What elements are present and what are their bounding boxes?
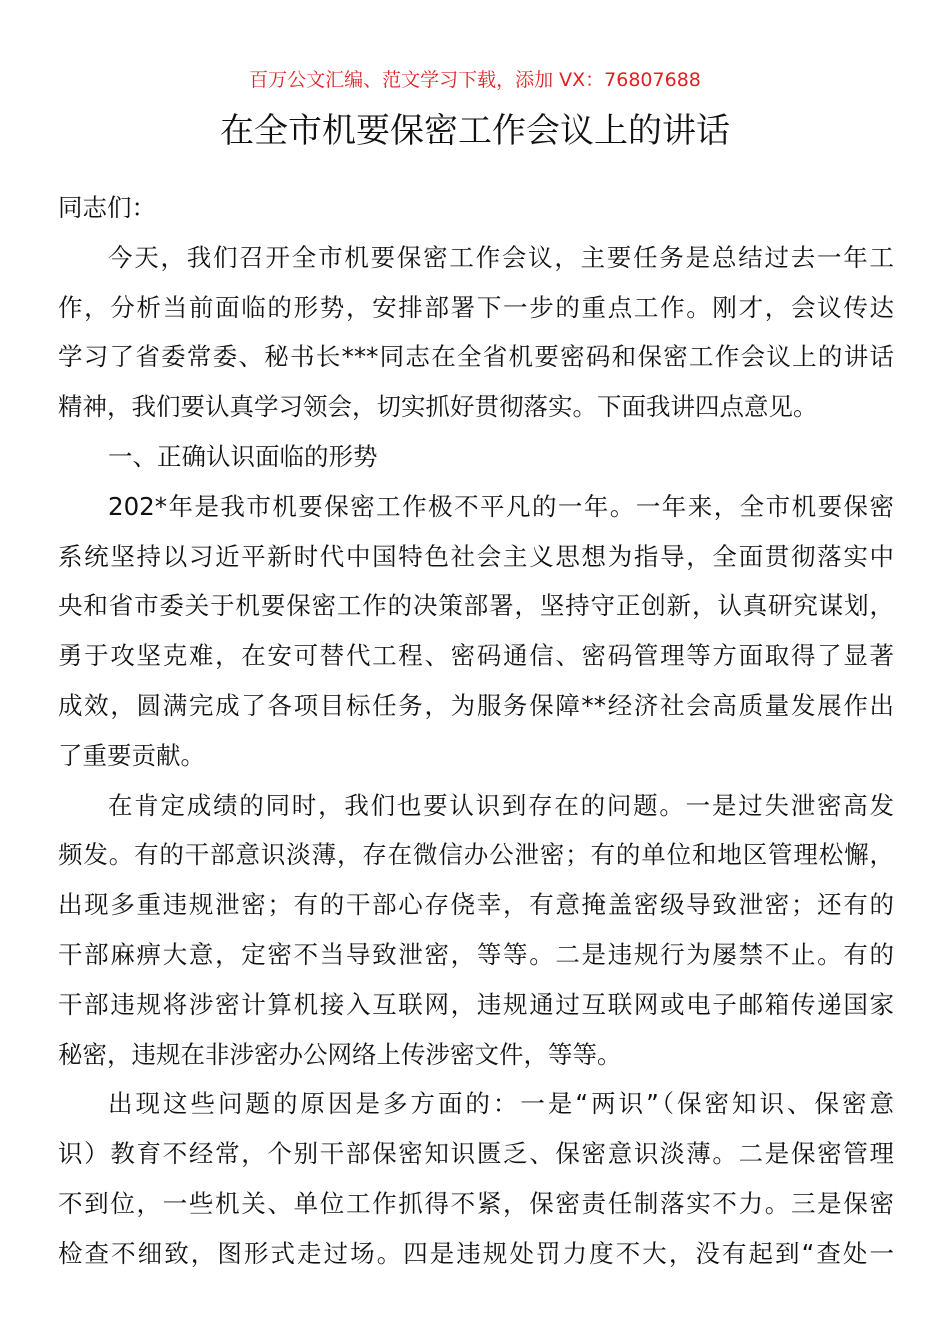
paragraph [58, 1079, 894, 1278]
text-line: 秘密，违规在非涉密办公网络上传涉密文件，等等。 [58, 1039, 622, 1069]
text-line: 系统坚持以习近平新时代中国特色社会主义思想为指导，全面贯彻落实中 [58, 541, 894, 571]
paragraph [58, 432, 894, 482]
paragraph [58, 781, 894, 1080]
text-line: 作，分析当前面临的形势，安排部署下一步的重点工作。刚才，会议传达 [58, 292, 894, 322]
watermark-header: 百万公文汇编、范文学习下载，添加 VX：76807688 [249, 69, 701, 91]
text-line: 不到位，一些机关、单位工作抓得不紧，保密责任制落实不力。三是保密 [58, 1188, 894, 1218]
text-line: 精神，我们要认真学习领会，切实抓好贯彻落实。下面我讲四点意见。 [58, 392, 818, 422]
text-line: 勇于攻坚克难，在安可替代工程、密码通信、密码管理等方面取得了显著 [58, 641, 894, 671]
text-line: 检查不细致，图形式走过场。四是违规处罚力度不大，没有起到“查处一 [58, 1238, 894, 1268]
text-line: 在肯定成绩的同时，我们也要认识到存在的问题。一是过失泄密高发 [108, 790, 894, 820]
paragraphs [58, 233, 894, 1279]
paragraph [58, 482, 894, 781]
text-line: 出现多重违规泄密；有的干部心存侥幸，有意掩盖密级导致泄密；还有的 [58, 890, 894, 920]
paragraph [58, 233, 894, 432]
text-line: 识）教育不经常，个别干部保密知识匮乏、保密意识淡薄。二是保密管理 [58, 1139, 894, 1169]
text-line: 一、正确认识面临的形势 [108, 441, 378, 471]
text-line: 了重要贡献。 [58, 740, 205, 770]
text-line: 成效，圆满完成了各项目标任务，为服务保障**经济社会高质量发展作出 [58, 690, 894, 720]
text-line: 今天，我们召开全市机要保密工作会议，主要任务是总结过去一年工 [108, 242, 894, 272]
text-line: 出现这些问题的原因是多方面的：一是“两识”（保密知识、保密意 [108, 1089, 894, 1119]
text-line: 干部麻痹大意，定密不当导致泄密，等等。二是违规行为屡禁不止。有的 [58, 939, 894, 969]
text-line: 干部违规将涉密计算机接入互联网，违规通过互联网或电子邮箱传递国家 [58, 989, 894, 1019]
text-line: 频发。有的干部意识淡薄，存在微信办公泄密；有的单位和地区管理松懈， [58, 840, 894, 870]
text-line: 202*年是我市机要保密工作极不平凡的一年。一年来，全市机要保密 [108, 491, 894, 521]
text-line: 学习了省委常委、秘书长***同志在全省机要密码和保密工作会议上的讲话 [58, 342, 894, 372]
text-line: 央和省市委关于机要保密工作的决策部署，坚持守正创新，认真研究谋划， [58, 591, 894, 621]
document-title: 在全市机要保密工作会议上的讲话 [220, 111, 730, 151]
document-body [58, 183, 894, 1279]
greeting: 同志们： [58, 193, 156, 222]
